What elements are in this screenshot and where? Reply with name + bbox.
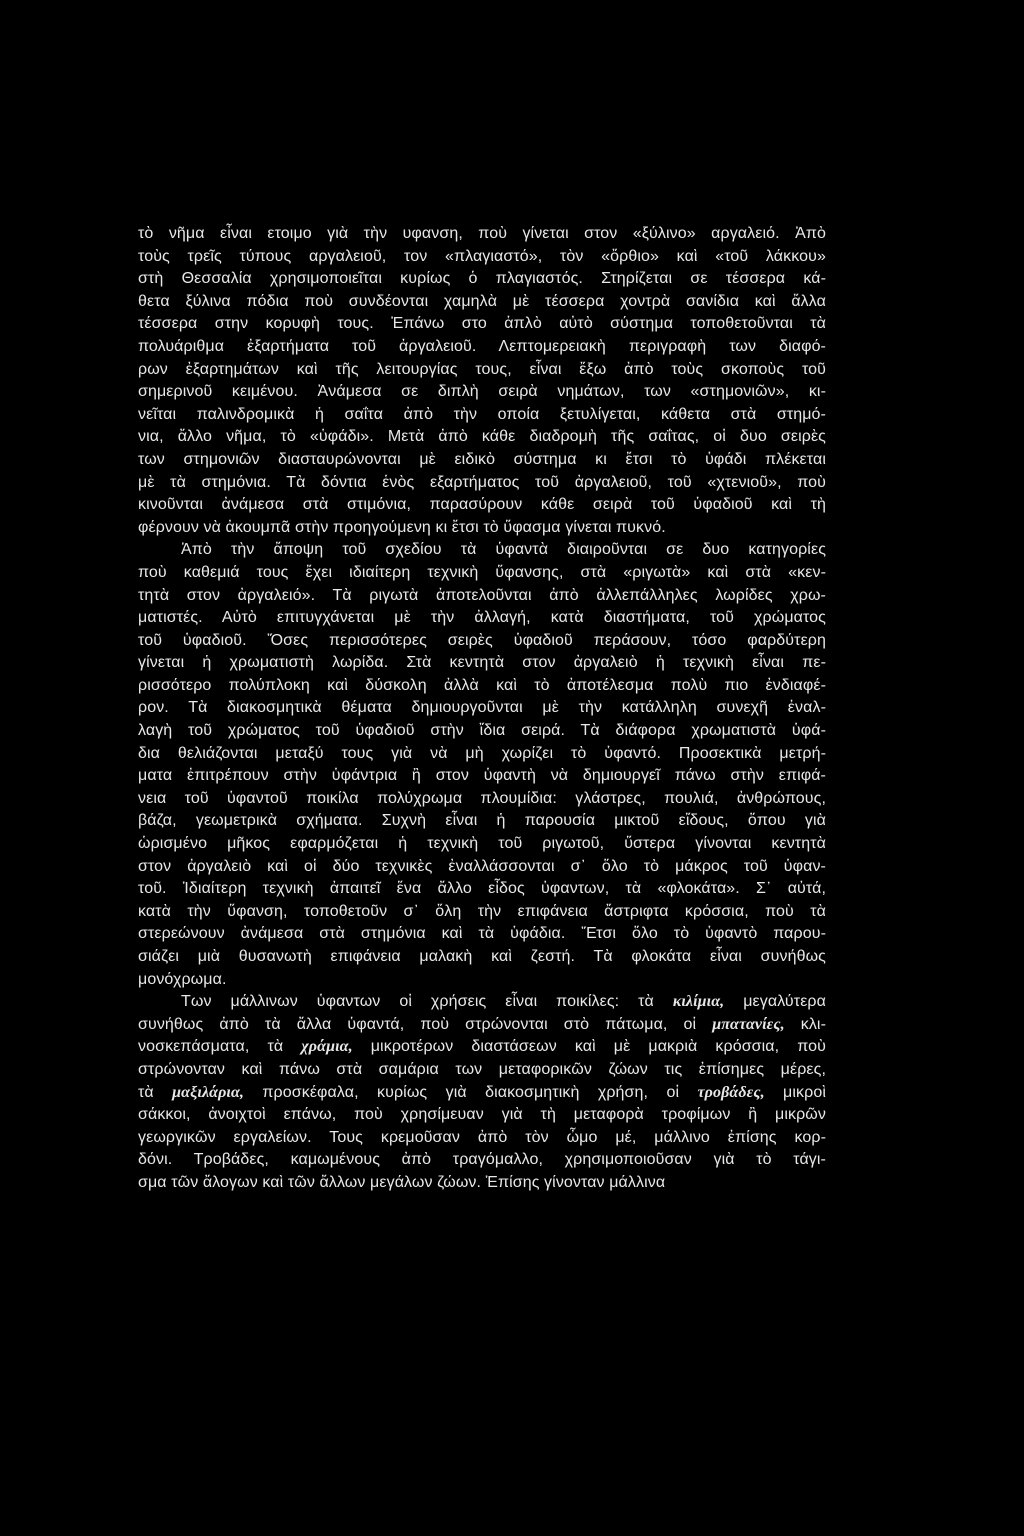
text-line <box>138 539 826 562</box>
text-line <box>138 697 826 720</box>
text-line <box>138 585 826 608</box>
text-run: λαγὴ τοῦ χρώματος τοῦ ὑφαδιοῦ στὴν ἴδια σειρά. Τὰ διάφορα χρωματιστὰ ὑφά- <box>138 722 826 740</box>
text-line <box>138 607 826 630</box>
text-run: ὡρισμένο μῆκος εφαρμόζεται ἡ τεχνικὴ τοῦ ριγωτοῦ, ὕστερα γίνονται κεντητὰ <box>138 835 826 853</box>
text-run: φέρνουν νὰ ἀκουμπᾶ στὴν προηγούμενη κι ἔτσι τὸ ὕφασμα γίνεται πυκνό. <box>138 518 666 536</box>
text-run: θετα ξύλινα πόδια ποὺ συνδέονται χαμηλὰ μὲ τέσσερα χοντρὰ σανίδια καὶ ἄλλα <box>138 292 826 310</box>
body-text <box>138 223 826 1195</box>
text-line <box>138 1104 826 1127</box>
text-line <box>138 765 826 788</box>
text-run: ματα ἐπιτρέπουν στὴν ὑφάντρια ἢ στον ὑφαντὴ νὰ δημιουργεῖ πάνω στὴν επιφά- <box>138 767 826 785</box>
text-run: τοῦ. Ἰδιαίτερη τεχνικὴ ἀπαιτεῖ ἕνα ἄλλο εἶδος ὑφαντων, τὰ «φλοκάτα». Σ᾽ αὐτά, <box>138 880 826 898</box>
text-run: σάκκοι, ἀνοιχτοὶ επάνω, ποὺ χρησίμευαν γιὰ τὴ μεταφορὰ τροφίμων ἢ μικρῶν <box>138 1106 826 1124</box>
text-run: ποὺ καθεμιά τους ἔχει ιδιαίτερη τεχνικὴ ὕφανσης, στὰ «ριγωτὰ» καὶ στὰ «κεν- <box>138 563 826 581</box>
text-run: νεια τοῦ ὑφαντοῦ ποικίλα πολύχρωμα πλουμίδια: γλάστρες, πουλιά, ἀνθρώπους, <box>138 789 826 807</box>
text-run: μικροτέρων διαστάσεων καὶ μὲ μακριὰ κρόσσια, ποὺ <box>352 1038 827 1056</box>
text-run: ρον. Τὰ διακοσμητικὰ θέματα δημιουργοῦνται μὲ τὴν κατάλληλη συνεχῆ ἐναλ- <box>138 699 826 717</box>
text-line <box>138 1149 826 1172</box>
text-run: μονόχρωμα. <box>138 970 227 988</box>
text-run: μεγαλύτερα <box>724 993 826 1011</box>
emphasized-term: τροβάδες, <box>697 1083 765 1101</box>
text-run: τοὺς τρεῖς τύπους αργαλειοῦ, τον «πλαγιαστό», τὸν «ὄρθιο» καὶ «τοῦ λάκκου» <box>138 247 826 265</box>
text-line <box>138 313 826 336</box>
text-run: κινοῦνται ἀνάμεσα στὰ στιμόνια, παρασύρουν κάθε σειρὰ τοῦ ὑφαδιοῦ καὶ τὴ <box>138 496 826 514</box>
text-line <box>138 1172 826 1195</box>
text-line <box>138 743 826 766</box>
text-run: σμα τῶν ἄλογων καὶ τῶν ἄλλων μεγάλων ζώων. Ἐπίσης γίνονταν μάλλινα <box>138 1173 666 1191</box>
text-line <box>138 268 826 291</box>
text-run: νοσκεπάσματα, τὰ <box>138 1038 302 1056</box>
text-line <box>138 1082 826 1105</box>
text-run: των στημονιῶν διασταυρώνονται μὲ ειδικὸ σύστημα κι ἔτσι τὸ ὑφάδι πλέκεται <box>138 450 826 468</box>
text-line <box>138 856 826 879</box>
text-line <box>138 923 826 946</box>
text-line <box>138 359 826 382</box>
text-line <box>138 652 826 675</box>
text-line <box>138 426 826 449</box>
text-run: τέσσερα στην κορυφὴ τους. Ἐπάνω στο ἁπλὸ αὐτὸ σύστημα τοποθετοῦνται τὰ <box>138 315 826 333</box>
emphasized-term: χράμια, <box>301 1038 353 1056</box>
text-run: στον ἀργαλειὸ καὶ οἱ δύο τεχνικὲς ἐναλλάσσονται σ᾽ ὅλο τὸ μάκρος τοῦ ὑφαν- <box>138 857 826 875</box>
text-run: Των μάλλινων ὑφαντων οἱ χρήσεις εἶναι ποικίλες: τὰ <box>181 993 673 1011</box>
text-line <box>138 810 826 833</box>
text-line <box>138 1036 826 1059</box>
text-line <box>138 1014 826 1037</box>
text-line <box>138 381 826 404</box>
text-run: σημερινοῦ κειμένου. Ἀνάμεσα σε διπλὴ σειρὰ νημάτων, των «στημονιῶν», κι- <box>138 383 826 401</box>
text-run: τὰ <box>138 1083 173 1101</box>
text-run: κλι- <box>784 1015 826 1033</box>
text-line <box>138 246 826 269</box>
text-run: συνήθως ἀπὸ τὰ ἄλλα ὑφαντά, ποὺ στρώνονται στὸ πάτωμα, οἱ <box>138 1015 713 1033</box>
text-run: στρώνονταν καὶ πάνω στὰ σαμάρια των μεταφορικῶν ζώων τις ἐπίσημες μέρες, <box>138 1060 826 1078</box>
text-line <box>138 449 826 472</box>
text-run: δια θελιάζονται μεταξύ τους γιὰ νὰ μὴ χωρίζει τὸ ὑφαντό. Προσεκτικὰ μετρή- <box>138 744 826 762</box>
text-run: νια, ἄλλο νῆμα, τὸ «ὑφάδι». Μετὰ ἀπὸ κάθε διαδρομὴ τῆς σαΐτας, οἱ δυο σειρὲς <box>138 428 826 446</box>
text-run: τὸ νῆμα εἶναι ετοιμο γιὰ τὴν υφανση, ποὺ γίνεται στον «ξύλινο» αργαλειό. Ἀπὸ <box>138 225 826 242</box>
text-run: προσκέφαλα, κυρίως γιὰ διακοσμητικὴ χρήση, οἱ <box>244 1083 698 1101</box>
text-line <box>138 472 826 495</box>
text-run: ρων ἐξαρτημάτων καὶ τῆς λειτουργίας τους, εἶναι ἔξω ἀπὸ τοὺς σκοποὺς τοῦ <box>138 360 826 378</box>
text-run: στὴ Θεσσαλία χρησιμοποιεῖται κυρίως ὁ πλαγιαστός. Στηρίζεται σε τέσσερα κά- <box>138 270 826 288</box>
text-run: στερεώνουν ἀνάμεσα στὰ στημόνια καὶ τὰ ὑφάδια. Ἔτσι ὅλο τὸ ὑφαντὸ παρου- <box>138 925 826 943</box>
text-run: ρισσότερο πολύπλοκη καὶ δύσκολη ἀλλὰ καὶ τὸ ἀποτέλεσμα πολὺ πιο ἐνδιαφέ- <box>138 676 826 694</box>
text-run: τητὰ στον ἀργαλειό». Τὰ ριγωτὰ ἀποτελοῦνται ἀπὸ ἀλλεπάλληλες λωρίδες χρω- <box>138 586 826 604</box>
text-run: κατὰ τὴν ὕφανση, τοποθετοῦν σ᾽ ὅλη τὴν επιφάνεια ἄστριφτα κρόσσια, ποὺ τὰ <box>138 902 826 920</box>
text-line <box>138 223 826 246</box>
text-line <box>138 969 826 992</box>
text-run: ματιστές. Αὐτὸ επιτυγχάνεται μὲ τὴν ἀλλαγή, κατὰ διαστήματα, τοῦ χρώματος <box>138 609 826 627</box>
text-line <box>138 291 826 314</box>
text-run: μὲ τὰ στημόνια. Τὰ δόντια ἑνὸς εξαρτήματος τοῦ ἀργαλειοῦ, τοῦ «χτενιοῦ», ποὺ <box>138 473 826 491</box>
emphasized-term: μπατανίες, <box>712 1015 785 1033</box>
text-line <box>138 675 826 698</box>
text-line <box>138 878 826 901</box>
text-run: μικροὶ <box>764 1083 826 1101</box>
text-run: τοῦ ὑφαδιοῦ. Ὅσες περισσότερες σειρὲς ὑφαδιοῦ περάσουν, τόσο φαρδύτερη <box>138 631 826 649</box>
text-line <box>138 630 826 653</box>
text-line <box>138 404 826 427</box>
text-line <box>138 562 826 585</box>
text-run: δόνι. Τροβάδες, καμωμένους ἀπὸ τραγόμαλλο, χρησιμοποιοῦσαν γιὰ τὸ τάγι- <box>138 1151 826 1169</box>
text-line <box>138 991 826 1014</box>
text-line <box>138 788 826 811</box>
text-line <box>138 1127 826 1150</box>
text-run: Ἀπὸ τὴν ἄποψη τοῦ σχεδίου τὰ ὑφαντὰ διαιροῦνται σε δυο κατηγορίες <box>181 541 826 559</box>
text-line <box>138 720 826 743</box>
text-line <box>138 946 826 969</box>
emphasized-term: μαξιλάρια, <box>172 1083 245 1101</box>
text-line <box>138 494 826 517</box>
text-run: νεῖται παλινδρομικὰ ἡ σαΐτα ἀπὸ τὴν οποία ξετυλίγεται, κάθετα στὰ στημό- <box>138 405 826 423</box>
text-run: βάζα, γεωμετρικὰ σχήματα. Συχνὴ εἶναι ἡ παρουσία μικτοῦ εἴδους, ὅπου γιὰ <box>138 812 826 830</box>
text-line <box>138 833 826 856</box>
text-line <box>138 1059 826 1082</box>
text-line <box>138 336 826 359</box>
text-run: γεωργικῶν εργαλείων. Τους κρεμοῦσαν ἀπὸ τὸν ὦμο μέ, μάλλινο ἐπίσης κορ- <box>138 1128 826 1146</box>
emphasized-term: κιλίμια, <box>672 993 725 1011</box>
text-line <box>138 901 826 924</box>
text-run: σιάζει μιὰ θυσανωτὴ επιφάνεια μαλακὴ καὶ ζεστή. Τὰ φλοκάτα εἶναι συνήθως <box>138 948 826 965</box>
text-run: πολυάριθμα ἐξαρτήματα τοῦ ἀργαλειοῦ. Λεπτομερειακὴ περιγραφὴ των διαφό- <box>138 337 826 355</box>
text-run: γίνεται ἡ χρωματιστὴ λωρίδα. Στὰ κεντητὰ στον ἀργαλειὸ ἡ τεχνικὴ εἶναι πε- <box>138 654 826 672</box>
text-line <box>138 517 826 540</box>
